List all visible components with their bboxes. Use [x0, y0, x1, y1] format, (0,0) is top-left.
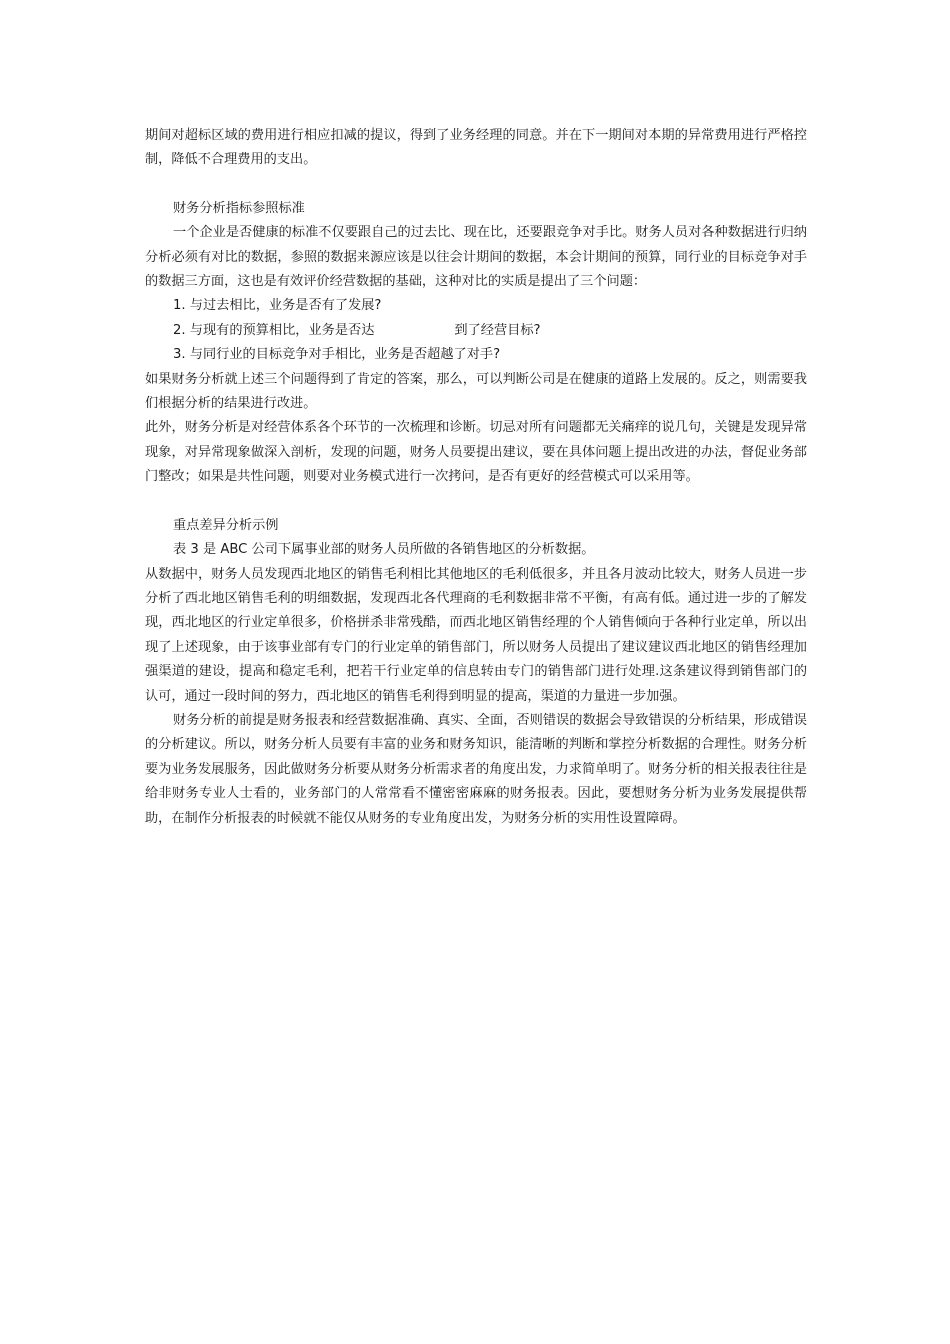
- reference-standards-paragraph: 一个企业是否健康的标准不仅要跟自己的过去比、现在比，还要跟竞争对手比。财务人员对各种数据进行归纳分析必须有对比的数据，参照的数据来源应该是以往会计期间的数据，本会计期间的预算，同行业的目标竞争对手的数据三方面，这也是有效评价经营数据的基础，这种对比的实质是提出了三个问题：: [145, 225, 807, 290]
- question-item-3: 3. 与同行业的目标竞争对手相比，业务是否超越了对手?: [173, 347, 501, 363]
- closing-paragraph: 财务分析的前提是财务报表和经营数据准确、真实、全面，否则错误的数据会导致错误的分析结果，形成错误的分析建议。所以，财务分析人员要有丰富的业务和财务知识，能清晰的判断和掌控分析数据的合理性。财务分析要为业务发展服务，因此做财务分析要从财务分析需求者的角度出发，力求简单明了。财务分析的相关报表往往是给非财务专业人士看的，业务部门的人常常看不懂密密麻麻的财务报表。因此，要想财务分析为业务发展提供帮助，在制作分析报表的时候就不能仅从财务的专业角度出发，为财务分析的实用性设置障碍。: [145, 712, 807, 826]
- question-item-2: [145, 319, 807, 343]
- table-reference-paragraph: 表 3 是 ABC 公司下属事业部的财务人员所做的各销售地区的分析数据。: [173, 542, 595, 558]
- diagnosis-paragraph: 此外，财务分析是对经营体系各个环节的一次梳理和诊断。切忌对所有问题都无关痛痒的说几句，关键是发现异常现象，对异常现象做深入剖析，发现的问题，财务人员要提出建议，要在具体问题上提出改进的办法，督促业务部门整改；如果是共性问题，则要对业务模式进行一次拷问，是否有更好的经营模式可以采用等。: [145, 420, 807, 485]
- document-page: [145, 124, 807, 831]
- intro-paragraph: 期间对超标区域的费用进行相应扣减的提议，得到了业务经理的同意。并在下一期间对本期的异常费用进行严格控制，降低不合理费用的支出。: [145, 128, 807, 168]
- question-item-2-tail: 到了经营目标?: [454, 322, 541, 338]
- section-heading-variance-example: 重点差异分析示例: [173, 517, 279, 533]
- question-item-2-head: 2. 与现有的预算相比，业务是否达: [173, 322, 375, 338]
- question-item-1: 1. 与过去相比，业务是否有了发展?: [173, 298, 382, 314]
- conclusion-paragraph: 如果财务分析就上述三个问题得到了肯定的答案，那么，可以判断公司是在健康的道路上发展的。反之，则需要我们根据分析的结果进行改进。: [145, 371, 807, 412]
- northwest-analysis-paragraph: 从数据中，财务人员发现西北地区的销售毛利相比其他地区的毛利低很多，并且各月波动比较大，财务人员进一步分析了西北地区销售毛利的明细数据，发现西北各代理商的毛利数据非常不平衡，有高有低。通过进一步的了解发现，西北地区的行业定单很多，价格拼杀非常残酷，而西北地区销售经理的个人销售倾向于各种行业定单，所以出现了上述现象，由于该事业部有专门的行业定单的销售部门，所以财务人员提出了建议建议西北地区的销售经理加强渠道的建设，提高和稳定毛利，把若干行业定单的信息转由专门的销售部门进行处理.这条建议得到销售部门的认可，通过一段时间的努力，西北地区的销售毛利得到明显的提高，渠道的力量进一步加强。: [145, 566, 807, 704]
- section-heading-reference-standards: 财务分析指标参照标准: [173, 200, 305, 216]
